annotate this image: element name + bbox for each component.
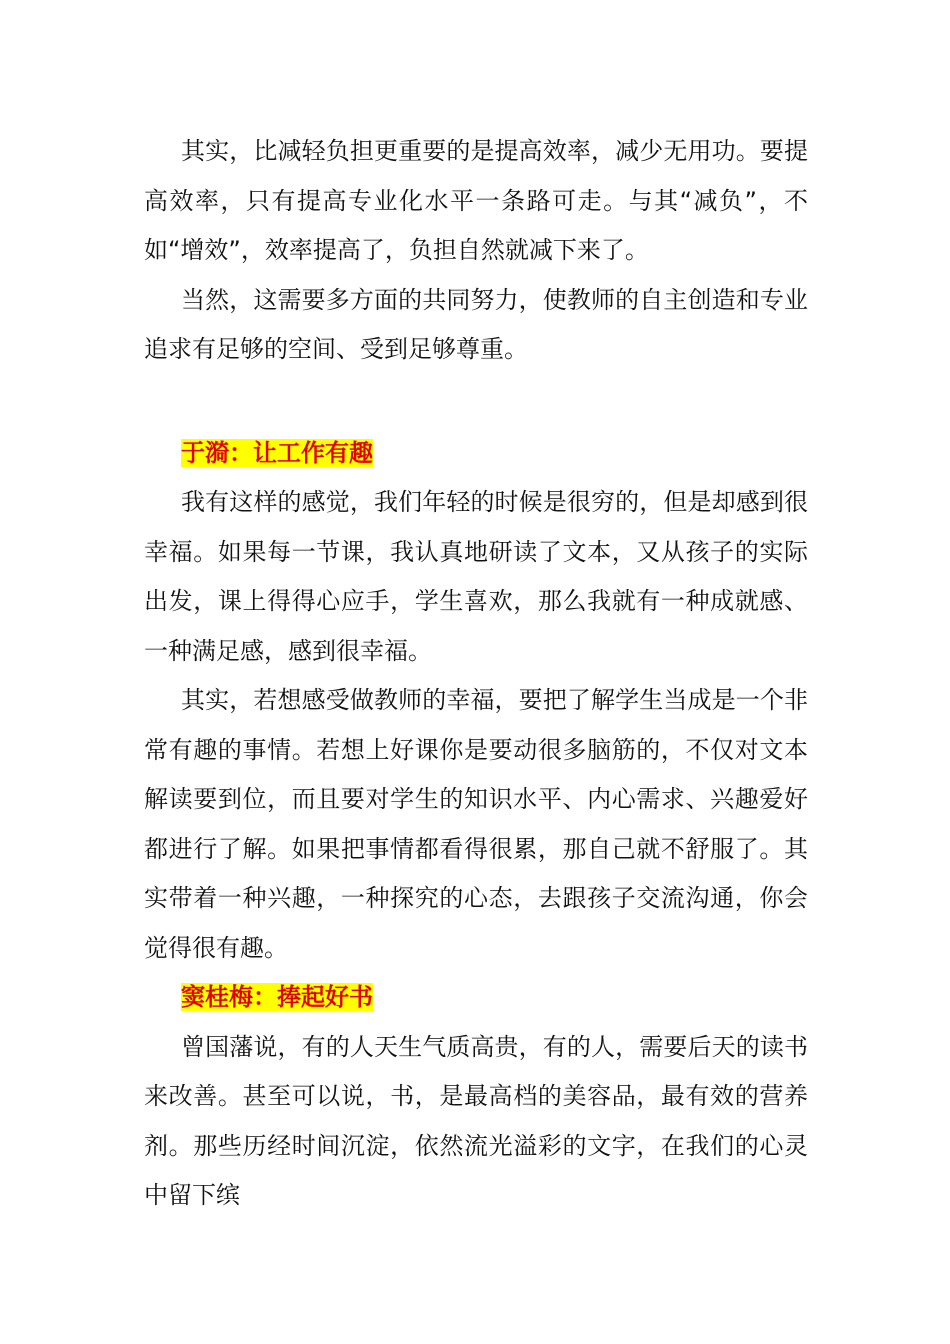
paragraph: 曾国藩说，有的人天生气质高贵，有的人，需要后天的读书来改善。甚至可以说，书，是最高档的美容品，最有效的营养剂。那些历经时间沉淀，依然流光溢彩的文字，在我们的心灵中留下缤: [144, 1032, 808, 1209]
section-spacer: [144, 375, 808, 429]
paragraph: 其实，比减轻负担更重要的是提高效率，减少无用功。要提高效率，只有提高专业化水平一条路可走。与其“减负”，不如“增效”，效率提高了，负担自然就减下来了。: [144, 137, 808, 264]
section-heading-yu-yi: [144, 429, 808, 479]
highlighted-heading-text: 于漪：让工作有趣: [181, 438, 373, 467]
paragraph: 我有这样的感觉，我们年轻的时候是很穷的，但是却感到很幸福。如果每一节课，我认真地研读了文本，又从孩子的实际出发，课上得得心应手，学生喜欢，那么我就有一种成就感、一种满足感，感到很幸福。: [144, 488, 808, 665]
document-body: [144, 127, 808, 1221]
highlighted-heading-text: 窦桂梅：捧起好书: [181, 983, 373, 1011]
paragraph: 当然，这需要多方面的共同努力，使教师的自主创造和专业追求有足够的空间、受到足够尊重。: [144, 285, 808, 363]
paragraph: 其实，若想感受做教师的幸福，要把了解学生当成是一个非常有趣的事情。若想上好课你是要动很多脑筋的，不仅对文本解读要到位，而且要对学生的知识水平、内心需求、兴趣爱好都进行了解。如果把事情都看得很累，那自己就不舒服了。其实带着一种兴趣，一种探究的心态，去跟孩子交流沟通，你会觉得很有趣。: [144, 686, 808, 962]
section-heading-dou-guimei: [144, 973, 808, 1023]
